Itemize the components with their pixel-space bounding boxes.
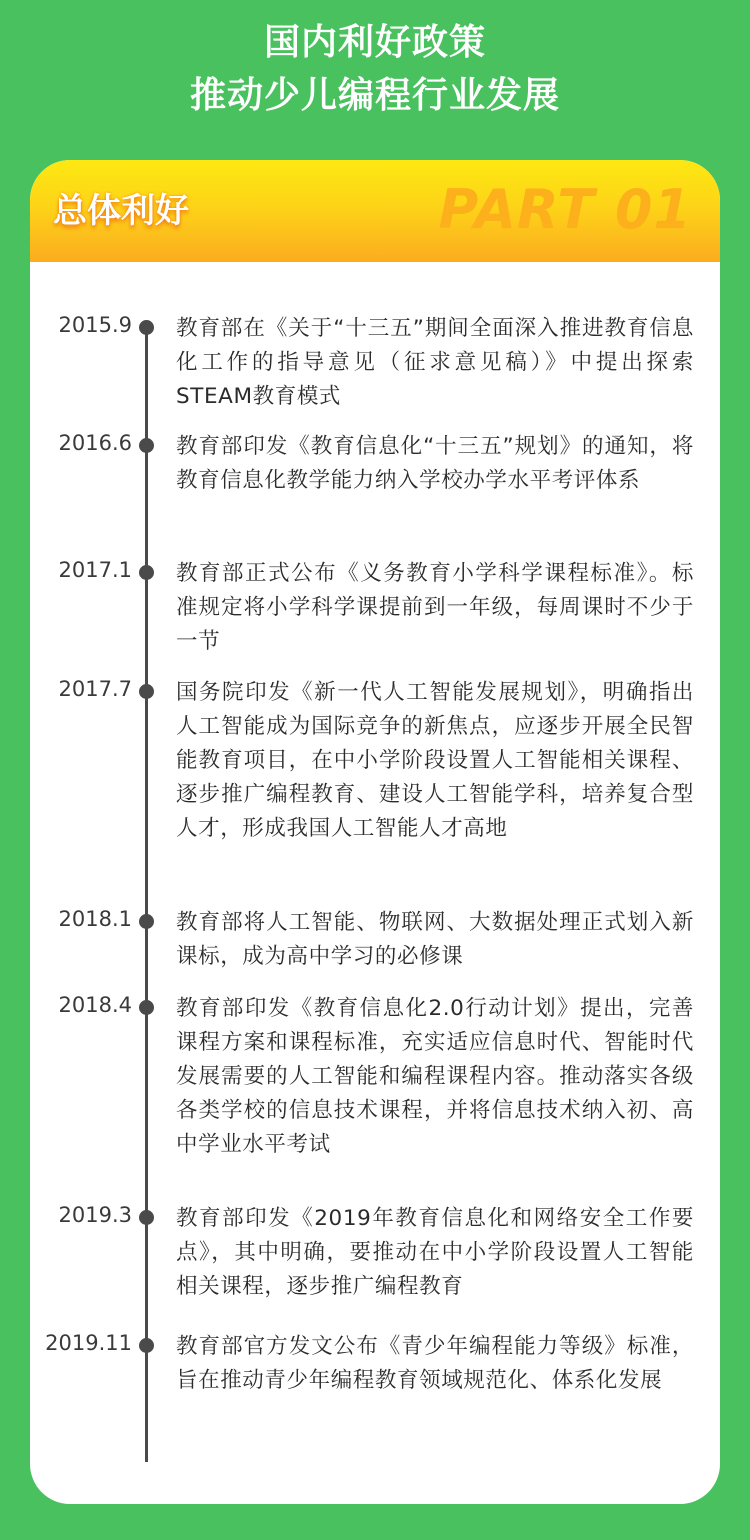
timeline-dot-icon bbox=[139, 1000, 154, 1015]
timeline-dot-icon bbox=[139, 1210, 154, 1225]
event-description: 教育部印发《教育信息化“十三五”规划》的通知，将教育信息化教学能力纳入学校办学水平考评体系 bbox=[176, 434, 694, 493]
event-description: 教育部印发《2019年教育信息化和网络安全工作要点》，其中明确，要推动在中小学阶段设置人工智能相关课程，逐步推广编程教育 bbox=[176, 1206, 694, 1299]
event-date: 2019.11 bbox=[45, 1331, 132, 1355]
timeline-dot-icon bbox=[139, 320, 154, 335]
page-title-line-1: 国内利好政策 bbox=[263, 22, 486, 63]
event-date: 2017.7 bbox=[58, 677, 132, 701]
event-date: 2015.9 bbox=[58, 313, 132, 337]
timeline-dot-icon bbox=[139, 1338, 154, 1353]
event-date: 2018.4 bbox=[58, 993, 132, 1017]
policy-card bbox=[30, 160, 720, 1504]
timeline-dot-icon bbox=[139, 438, 154, 453]
page-title bbox=[0, 16, 750, 122]
page-title-line-2: 推动少儿编程行业发展 bbox=[189, 75, 560, 116]
event-description: 教育部印发《教育信息化2.0行动计划》提出，完善课程方案和课程标准，充实适应信息时代、智能时代发展需要的人工智能和编程课程内容。推动落实各级各类学校的信息技术课程，并将信息技术纳入初、高中学业水平考试 bbox=[176, 996, 694, 1157]
event-date: 2019.3 bbox=[58, 1203, 132, 1227]
event-date: 2018.1 bbox=[58, 907, 132, 931]
event-description: 教育部在《关于“十三五”期间全面深入推进教育信息化工作的指导意见（征求意见稿）》中提出探索STEAM教育模式 bbox=[176, 316, 694, 409]
part-label: PART 01 bbox=[438, 178, 692, 241]
section-title: 总体利好 bbox=[53, 191, 189, 231]
card-header bbox=[30, 160, 720, 262]
timeline-dot-icon bbox=[139, 565, 154, 580]
event-description: 教育部将人工智能、物联网、大数据处理正式划入新课标，成为高中学习的必修课 bbox=[176, 910, 694, 969]
event-description: 国务院印发《新一代人工智能发展规划》，明确指出人工智能成为国际竞争的新焦点，应逐步开展全民智能教育项目，在中小学阶段设置人工智能相关课程、逐步推广编程教育、建设人工智能学科，培养复合型人才，形成我国人工智能人才高地 bbox=[176, 680, 694, 841]
event-description: 教育部正式公布《义务教育小学科学课程标准》。标准规定将小学科学课提前到一年级，每周课时不少于一节 bbox=[176, 561, 694, 654]
timeline-line bbox=[145, 322, 148, 1462]
event-date: 2017.1 bbox=[58, 558, 132, 582]
timeline-dot-icon bbox=[139, 684, 154, 699]
event-date: 2016.6 bbox=[58, 431, 132, 455]
event-description: 教育部官方发文公布《青少年编程能力等级》标准，旨在推动青少年编程教育领域规范化、体系化发展 bbox=[176, 1334, 694, 1393]
timeline-dot-icon bbox=[139, 914, 154, 929]
